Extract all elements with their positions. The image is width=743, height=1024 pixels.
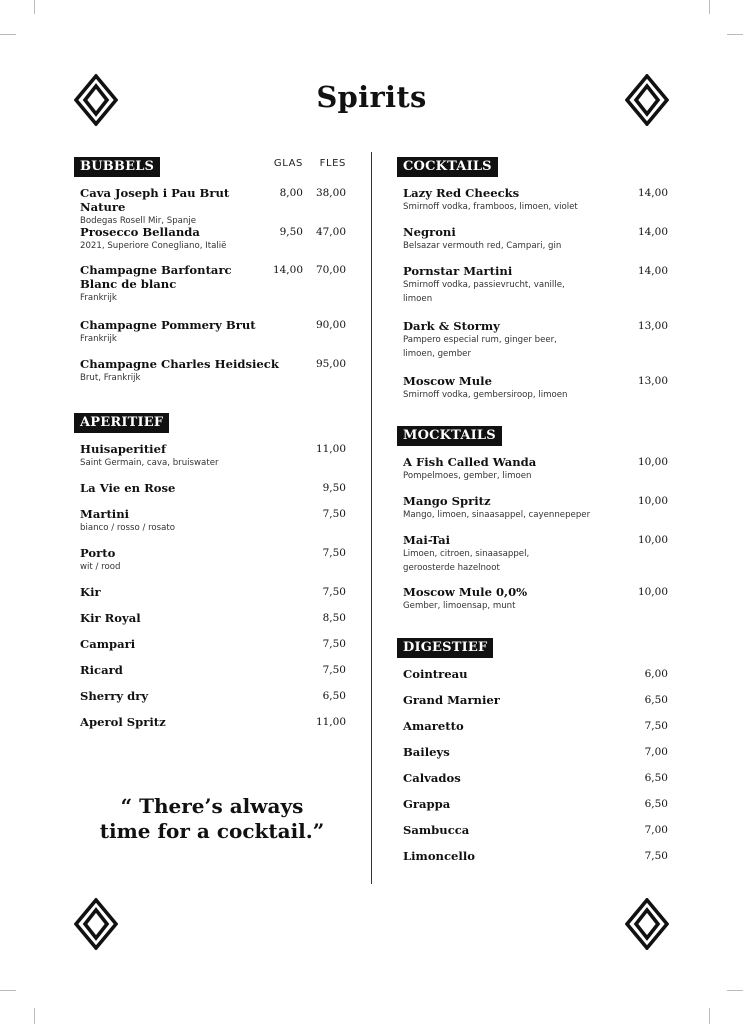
item-description: Frankrijk: [80, 293, 117, 303]
item-name: Baileys: [403, 745, 450, 759]
item-price: 13,00: [637, 375, 668, 387]
item-price: 6,50: [644, 798, 668, 810]
item-description: Smirnoff vodka, framboos, limoen, violet: [403, 202, 578, 212]
item-price: 14,00: [637, 226, 668, 238]
item-description: Smirnoff vodka, passievrucht, vanille, limoen: [403, 280, 565, 304]
item-price: 7,00: [644, 824, 668, 836]
item-name: A Fish Called Wanda: [403, 455, 537, 469]
section-cocktails: [397, 155, 671, 413]
column-header-glas: GLAS: [273, 158, 303, 169]
item-price: 11,00: [315, 443, 346, 455]
item-description: Saint Germain, cava, bruiswater: [80, 458, 219, 468]
item-price: 10,00: [637, 586, 668, 598]
menu-item: [74, 611, 350, 637]
item-price-glas: 8,00: [279, 187, 303, 199]
menu-item: [397, 533, 671, 585]
menu-item: [397, 693, 671, 719]
item-name: Moscow Mule: [403, 374, 492, 388]
item-name: Martini: [80, 507, 130, 521]
menu-item: [397, 849, 671, 875]
item-name: Champagne Charles Heidsieck: [80, 357, 279, 371]
item-price: 7,50: [322, 638, 346, 650]
section-header-digestief: DIGESTIEF: [397, 638, 493, 658]
section-digestief: [397, 636, 671, 875]
item-name: Campari: [80, 637, 136, 651]
item-price: 8,50: [322, 612, 346, 624]
quote-line-1: “ There’s always: [120, 794, 304, 818]
item-price: 6,50: [644, 772, 668, 784]
menu-item: [397, 374, 671, 413]
item-name: Champagne Pommery Brut: [80, 318, 256, 332]
item-name: Sherry dry: [80, 689, 149, 703]
item-name: Cava Joseph i Pau Brut Nature: [80, 186, 230, 214]
item-name: Kir: [80, 585, 101, 599]
item-name: Porto: [80, 546, 116, 560]
item-name: Amaretto: [403, 719, 464, 733]
item-price-fles: 90,00: [315, 319, 346, 331]
item-price: 14,00: [637, 265, 668, 277]
item-price-fles: 95,00: [315, 358, 346, 370]
crop-mark: [727, 34, 743, 35]
section-header-aperitief: APERITIEF: [74, 413, 169, 433]
item-price: 13,00: [637, 320, 668, 332]
crop-mark: [727, 990, 743, 991]
menu-item: [397, 225, 671, 264]
item-description: Gember, limoensap, munt: [403, 601, 516, 611]
item-price: 7,50: [644, 720, 668, 732]
item-name: Mango Spritz: [403, 494, 491, 508]
item-name: Kir Royal: [80, 611, 141, 625]
item-price: 9,50: [322, 482, 346, 494]
item-name: Prosecco Bellanda: [80, 225, 200, 239]
item-price-fles: 70,00: [315, 264, 346, 276]
menu-item: [397, 455, 671, 494]
menu-item: [397, 585, 671, 624]
item-name: La Vie en Rose: [80, 481, 176, 495]
page-title: Spirits: [316, 80, 427, 114]
item-description: Pampero especial rum, ginger beer, limoen, gember: [403, 335, 557, 359]
right-column: [397, 155, 671, 875]
menu-item: [397, 771, 671, 797]
item-name: Grand Marnier: [403, 693, 500, 707]
item-price: 7,50: [644, 850, 668, 862]
item-price: 7,00: [644, 746, 668, 758]
item-name: Limoncello: [403, 849, 475, 863]
item-price: 6,50: [644, 694, 668, 706]
item-price: 10,00: [637, 495, 668, 507]
item-description: Brut, Frankrijk: [80, 373, 141, 383]
menu-item: [74, 225, 350, 263]
column-header-fles: FLES: [319, 158, 346, 169]
column-divider: [371, 152, 372, 884]
item-name: Cointreau: [403, 667, 468, 681]
diamond-logo-icon: [74, 898, 118, 950]
menu-item: [74, 263, 350, 318]
item-description: bianco / rosso / rosato: [80, 523, 176, 533]
item-price: 7,50: [322, 664, 346, 676]
item-price: 10,00: [637, 456, 668, 468]
item-price: 14,00: [637, 187, 668, 199]
menu-item: [74, 637, 350, 663]
item-description: 2021, Superiore Conegliano, Italië: [80, 241, 227, 251]
section-header-mocktails: MOCKTAILS: [397, 426, 502, 446]
menu-item: [397, 823, 671, 849]
item-price-fles: 47,00: [315, 226, 346, 238]
item-name: Moscow Mule 0,0%: [403, 585, 528, 599]
section-header-cocktails: COCKTAILS: [397, 157, 498, 177]
item-description: Bodegas Rosell Mir, Spanje: [80, 216, 197, 226]
menu-item: [397, 745, 671, 771]
section-aperitief: [74, 411, 350, 741]
item-price: 7,50: [322, 547, 346, 559]
item-price-glas: 14,00: [272, 264, 303, 276]
item-name: Aperol Spritz: [80, 715, 166, 729]
section-mocktails: [397, 424, 671, 624]
menu-item: [74, 715, 350, 741]
crop-mark: [709, 1008, 710, 1024]
menu-item: [74, 318, 350, 357]
menu-item: [74, 357, 350, 396]
item-price: 7,50: [322, 508, 346, 520]
menu-item: [74, 663, 350, 689]
item-name: Champagne Barfontarc Blanc de blanc: [80, 263, 232, 291]
item-description: Frankrijk: [80, 334, 117, 344]
crop-mark: [0, 990, 16, 991]
menu-item: [397, 494, 671, 533]
item-name: Dark & Stormy: [403, 319, 500, 333]
section-bubbels: [74, 155, 350, 396]
crop-mark: [34, 1008, 35, 1024]
menu-item: [397, 797, 671, 823]
item-description: Pompelmoes, gember, limoen: [403, 471, 532, 481]
menu-item: [397, 719, 671, 745]
crop-mark: [709, 0, 710, 14]
diamond-logo-icon: [625, 898, 669, 950]
menu-item: [397, 264, 671, 319]
menu-item: [74, 546, 350, 585]
menu-item: [74, 689, 350, 715]
section-header-bubbels: BUBBELS: [74, 157, 160, 177]
menu-item: [74, 481, 350, 507]
item-price-fles: 38,00: [315, 187, 346, 199]
item-price-glas: 9,50: [279, 226, 303, 238]
item-name: Grappa: [403, 797, 451, 811]
item-name: Negroni: [403, 225, 456, 239]
item-description: Mango, limoen, sinaasappel, cayennepeper: [403, 510, 591, 520]
item-price: 7,50: [322, 586, 346, 598]
item-description: Limoen, citroen, sinaasappel, geroosterde hazelnoot: [403, 549, 530, 573]
menu-item: [397, 667, 671, 693]
item-description: Belsazar vermouth red, Campari, gin: [403, 241, 562, 251]
quote: [74, 794, 350, 844]
menu-item: [74, 585, 350, 611]
menu-item: [397, 319, 671, 374]
menu-item: [74, 507, 350, 546]
menu-item: [74, 186, 350, 225]
item-name: Huisaperitief: [80, 442, 166, 456]
crop-mark: [0, 34, 16, 35]
item-name: Mai-Tai: [403, 533, 451, 547]
item-name: Pornstar Martini: [403, 264, 513, 278]
item-name: Lazy Red Cheecks: [403, 186, 520, 200]
item-price: 6,50: [322, 690, 346, 702]
item-description: wit / rood: [80, 562, 121, 572]
item-name: Sambucca: [403, 823, 470, 837]
item-price: 10,00: [637, 534, 668, 546]
item-name: Calvados: [403, 771, 461, 785]
crop-mark: [34, 0, 35, 14]
menu-item: [397, 186, 671, 225]
item-price: 11,00: [315, 716, 346, 728]
quote-line-2: time for a cocktail.”: [99, 819, 325, 843]
item-name: Ricard: [80, 663, 123, 677]
item-description: Smirnoff vodka, gembersiroop, limoen: [403, 390, 568, 400]
left-column: [74, 155, 350, 741]
menu-item: [74, 442, 350, 481]
item-price: 6,00: [644, 668, 668, 680]
